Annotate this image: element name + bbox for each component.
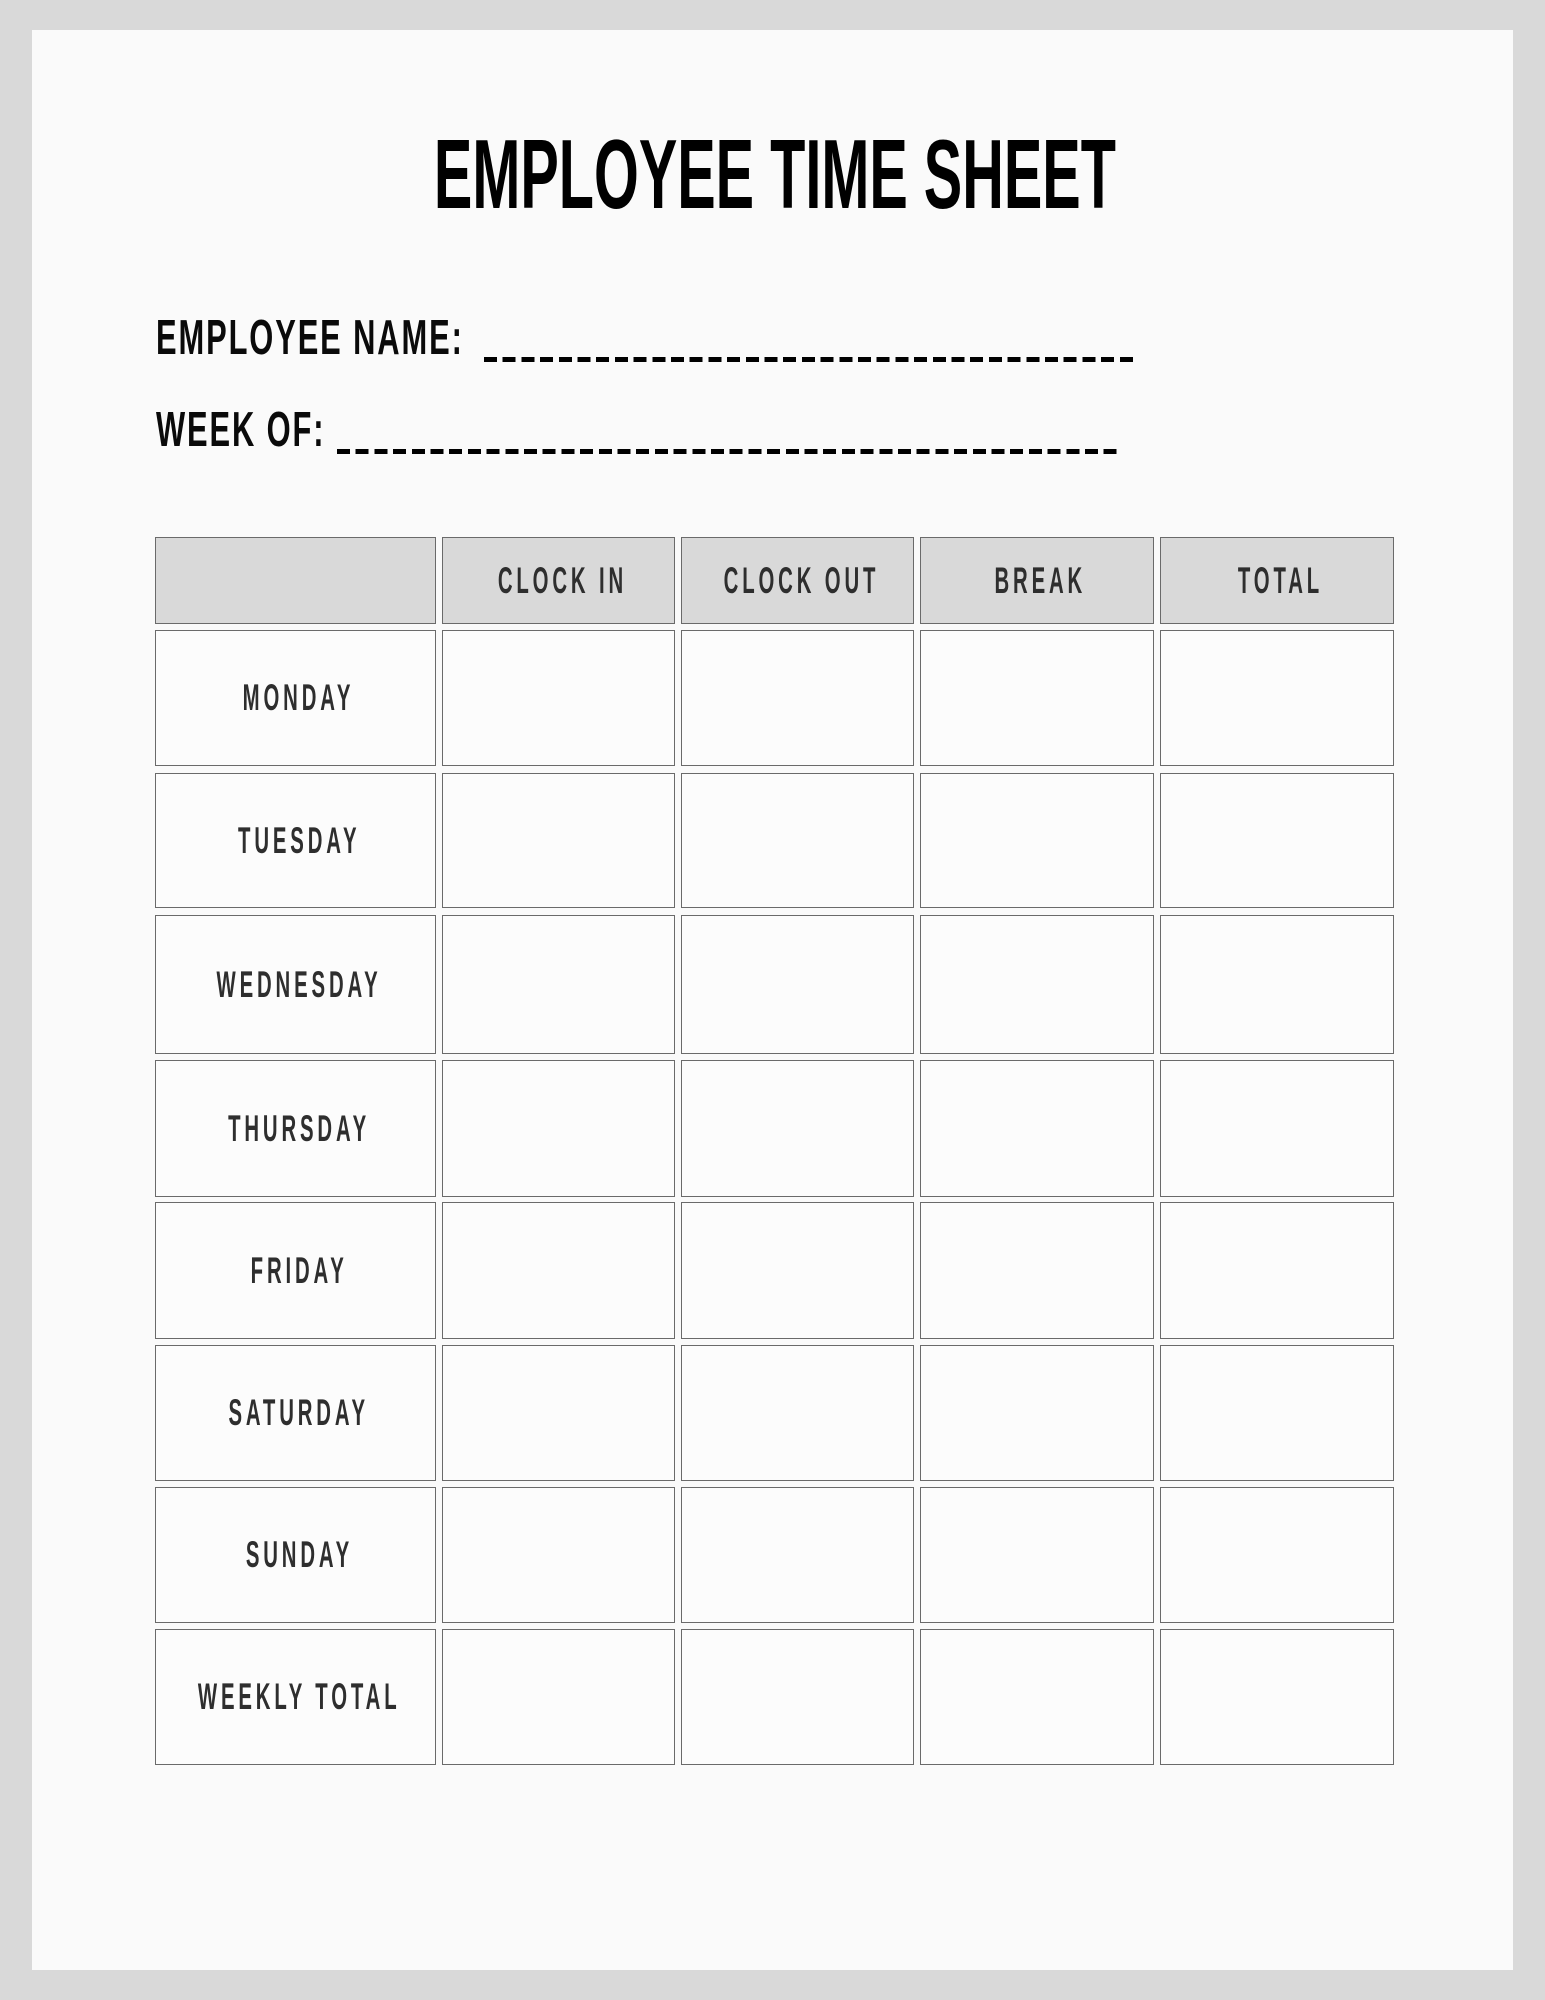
clock-out-entry-cell[interactable] bbox=[681, 1487, 914, 1623]
row-label-cell bbox=[155, 915, 436, 1054]
row-label: MONDAY bbox=[243, 677, 355, 718]
break-entry-cell[interactable] bbox=[920, 773, 1154, 908]
total-entry-cell[interactable] bbox=[1160, 1345, 1394, 1481]
total-entry-cell[interactable] bbox=[1160, 1202, 1394, 1339]
row-label: SATURDAY bbox=[228, 1392, 370, 1433]
clock-in-entry-cell[interactable] bbox=[442, 1060, 675, 1197]
total-entry-cell[interactable] bbox=[1160, 915, 1394, 1054]
clock-in-entry-cell[interactable] bbox=[442, 915, 675, 1054]
row-label: FRIDAY bbox=[250, 1249, 348, 1291]
break-entry-cell[interactable] bbox=[920, 1202, 1154, 1339]
break-entry-cell[interactable] bbox=[920, 1345, 1154, 1481]
column-header-label: TOTAL bbox=[1237, 559, 1324, 601]
employee-name-label: EMPLOYEE NAME: bbox=[156, 311, 464, 365]
clock-out-entry-cell[interactable] bbox=[681, 630, 914, 766]
column-header-label: BREAK bbox=[994, 559, 1087, 601]
clock-in-entry-cell[interactable] bbox=[442, 773, 675, 908]
column-header-total bbox=[1160, 537, 1394, 624]
row-label: THURSDAY bbox=[227, 1107, 370, 1149]
total-entry-cell[interactable] bbox=[1160, 1060, 1394, 1197]
total-entry-cell[interactable] bbox=[1160, 1629, 1394, 1765]
break-entry-cell[interactable] bbox=[920, 1060, 1154, 1197]
row-label-cell bbox=[155, 630, 436, 766]
clock-in-entry-cell[interactable] bbox=[442, 1629, 675, 1765]
column-header-label: CLOCK OUT bbox=[723, 559, 879, 601]
page-title-text: EMPLOYEE TIME SHEET bbox=[434, 119, 1116, 229]
clock-out-entry-cell[interactable] bbox=[681, 1202, 914, 1339]
column-header-break bbox=[920, 537, 1154, 624]
row-label-cell bbox=[155, 773, 436, 908]
column-header-clock-in bbox=[442, 537, 675, 624]
total-entry-cell[interactable] bbox=[1160, 773, 1394, 908]
row-label-cell bbox=[155, 1629, 436, 1765]
break-entry-cell[interactable] bbox=[920, 630, 1154, 766]
total-entry-cell[interactable] bbox=[1160, 630, 1394, 766]
break-entry-cell[interactable] bbox=[920, 1487, 1154, 1623]
break-entry-cell[interactable] bbox=[920, 1629, 1154, 1765]
clock-out-entry-cell[interactable] bbox=[681, 773, 914, 908]
row-label: WEEKLY TOTAL bbox=[197, 1676, 401, 1717]
row-label-cell bbox=[155, 1487, 436, 1623]
clock-out-entry-cell[interactable] bbox=[681, 1629, 914, 1765]
employee-name-field[interactable] bbox=[484, 357, 1137, 362]
header-corner-cell bbox=[155, 537, 436, 624]
clock-in-entry-cell[interactable] bbox=[442, 1345, 675, 1481]
week-of-field[interactable] bbox=[337, 449, 1121, 454]
clock-in-entry-cell[interactable] bbox=[442, 1202, 675, 1339]
row-label-cell bbox=[155, 1345, 436, 1481]
row-label-cell bbox=[155, 1202, 436, 1339]
clock-in-entry-cell[interactable] bbox=[442, 630, 675, 766]
total-entry-cell[interactable] bbox=[1160, 1487, 1394, 1623]
row-label-cell bbox=[155, 1060, 436, 1197]
row-label: WEDNESDAY bbox=[216, 963, 382, 1005]
clock-in-entry-cell[interactable] bbox=[442, 1487, 675, 1623]
clock-out-entry-cell[interactable] bbox=[681, 1060, 914, 1197]
break-entry-cell[interactable] bbox=[920, 915, 1154, 1054]
column-header-clock-out bbox=[681, 537, 914, 624]
row-label: SUNDAY bbox=[245, 1534, 353, 1575]
clock-out-entry-cell[interactable] bbox=[681, 915, 914, 1054]
clock-out-entry-cell[interactable] bbox=[681, 1345, 914, 1481]
page-title bbox=[434, 114, 1116, 229]
row-label: TUESDAY bbox=[237, 819, 361, 861]
week-of-label: WEEK OF: bbox=[156, 403, 326, 457]
column-header-label: CLOCK IN bbox=[497, 559, 627, 601]
